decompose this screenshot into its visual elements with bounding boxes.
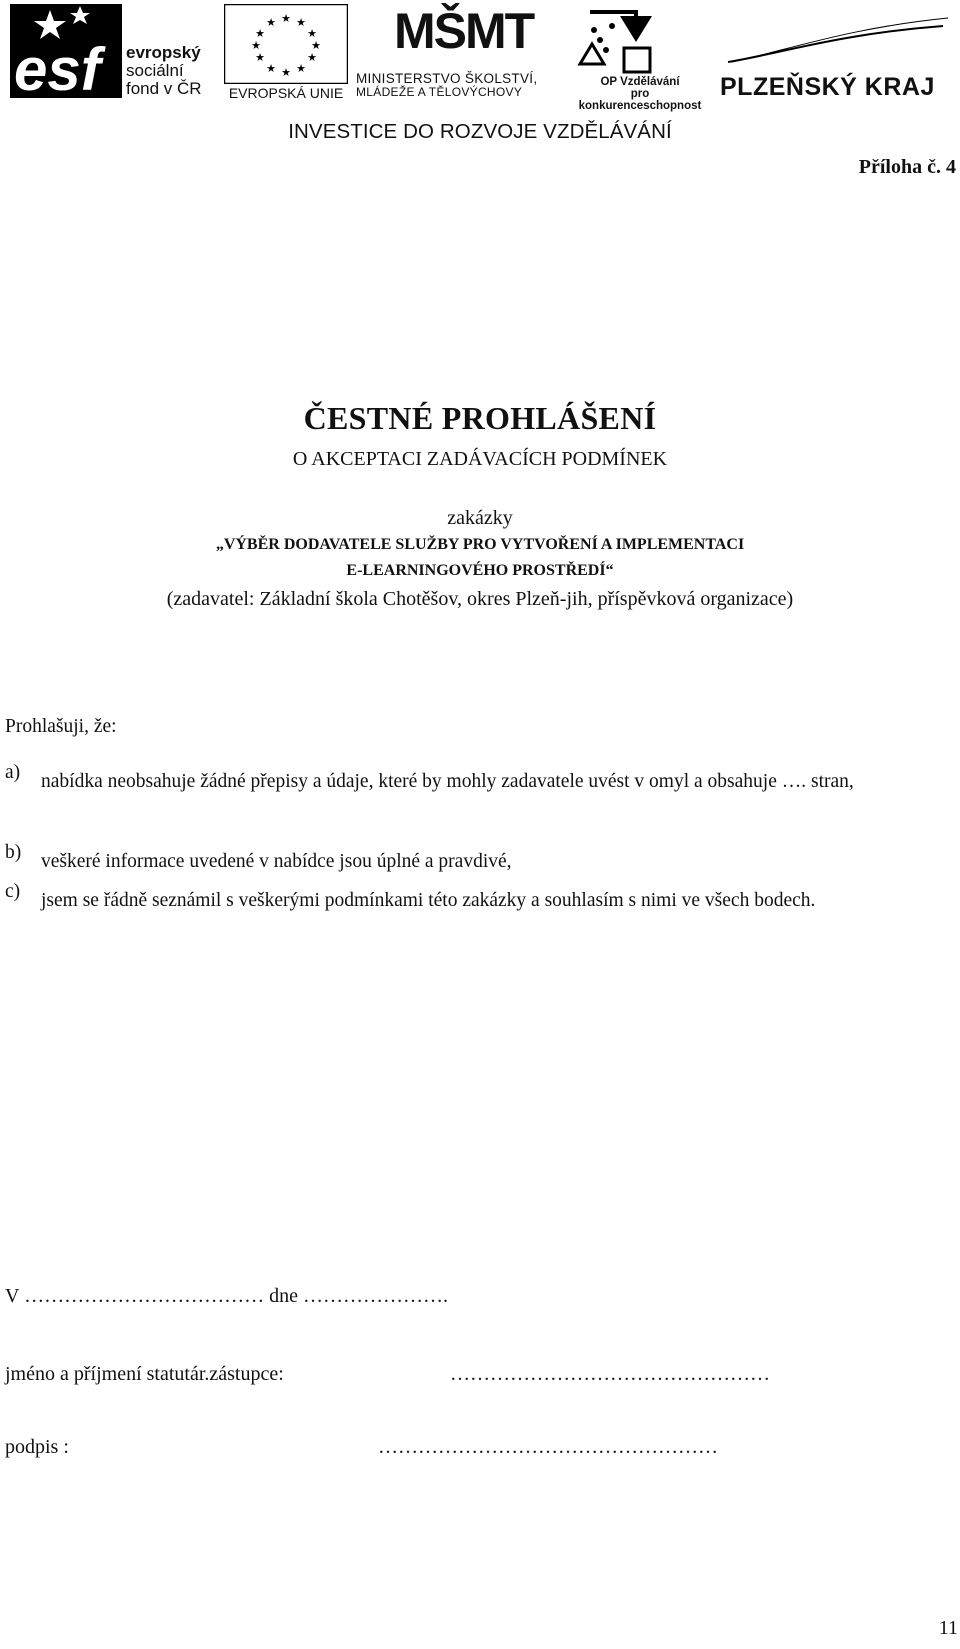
- svg-text:★: ★: [281, 12, 291, 25]
- declaration-item-text: nabídka neobsahuje žádné přepisy a údaje, které by mohly zadavatele uvést v omyl a obsahuje …. stran,: [41, 771, 854, 792]
- esf-logo-line2: sociální: [126, 60, 184, 80]
- plzensky-kraj-label: PLZEŇSKÝ KRAJ: [720, 73, 935, 101]
- declaration-item-marker: b): [5, 842, 22, 863]
- representative-name-label: jméno a příjmení statutár.zástupce:: [5, 1363, 284, 1385]
- svg-text:★: ★: [281, 66, 291, 79]
- document-subtitle: O AKCEPTACI ZADÁVACÍCH PODMÍNEK: [292, 448, 668, 470]
- msmt-logo-line1: MINISTERSTVO ŠKOLSTVÍ,: [356, 71, 538, 86]
- contracting-authority: (zadavatel: Základní škola Chotěšov, okres Plzeň-jih, příspěvková organizace): [166, 588, 794, 610]
- document-title: ČESTNÉ PROHLÁŠENÍ: [303, 400, 657, 436]
- representative-name-field: …………………………………………: [450, 1363, 770, 1385]
- svg-text:★: ★: [296, 16, 306, 29]
- svg-text:★: ★: [255, 27, 265, 40]
- page-number: 11: [938, 1617, 958, 1639]
- declaration-item-text: veškeré informace uvedené v nabídce jsou úplné a pravdivé,: [41, 851, 512, 872]
- svg-text:★: ★: [307, 51, 317, 64]
- zakazky-label: zakázky: [447, 507, 513, 529]
- declaration-item-marker: a): [5, 762, 21, 783]
- op-logo-line2: pro konkurenceschopnost: [578, 88, 702, 113]
- declaration-intro: Prohlašuji, že:: [5, 716, 117, 737]
- op-logo: [570, 2, 710, 113]
- declaration-item-marker: c): [5, 881, 21, 902]
- svg-text:esf: esf: [14, 36, 101, 103]
- svg-text:★: ★: [255, 51, 265, 64]
- signature-field: ……………………………………………: [378, 1436, 718, 1458]
- eu-logo: [224, 4, 348, 104]
- svg-text:★: ★: [266, 16, 276, 29]
- declaration-item-text: jsem se řádně seznámil s veškerými podmínkami této zakázky a souhlasím s nimi ve všech bodech.: [41, 890, 816, 911]
- op-logo-line1: OP Vzdělávání: [600, 76, 680, 88]
- msmt-logo-line2: MLÁDEŽE A TĚLOVÝCHOVY: [356, 85, 523, 100]
- svg-text:★: ★: [251, 39, 261, 52]
- contract-name-line1: „VÝBĚR DODAVATELE SLUŽBY PRO VYTVOŘENÍ A IMPLEMENTACI: [215, 536, 745, 553]
- esf-logo: [10, 4, 215, 104]
- op-logo-icon: [570, 2, 710, 74]
- attachment-label: Příloha č. 4: [858, 156, 956, 178]
- svg-text:★: ★: [311, 39, 321, 52]
- esf-logo-line1: evropský: [126, 43, 201, 62]
- eu-logo-label: EVROPSKÁ UNIE: [228, 85, 344, 101]
- msmt-logo-mark: MŠMT: [394, 3, 534, 59]
- svg-text:★: ★: [266, 62, 276, 75]
- svg-text:★: ★: [307, 27, 317, 40]
- plzensky-kraj-logo: [718, 4, 958, 104]
- eu-flag-icon: [224, 4, 348, 84]
- contract-name-line2: E-LEARNINGOVÉHO PROSTŘEDÍ“: [346, 562, 614, 579]
- esf-logo-line3: fond v ČR: [126, 78, 202, 98]
- plzensky-kraj-wave-icon: [718, 4, 958, 64]
- svg-text:★: ★: [296, 62, 306, 75]
- signature-label: podpis :: [5, 1436, 69, 1458]
- place-date-field: V ……………………………… dne ………………….: [5, 1285, 448, 1307]
- msmt-logo: [356, 2, 566, 106]
- header-tagline: INVESTICE DO ROZVOJE VZDĚLÁVÁNÍ: [288, 120, 672, 143]
